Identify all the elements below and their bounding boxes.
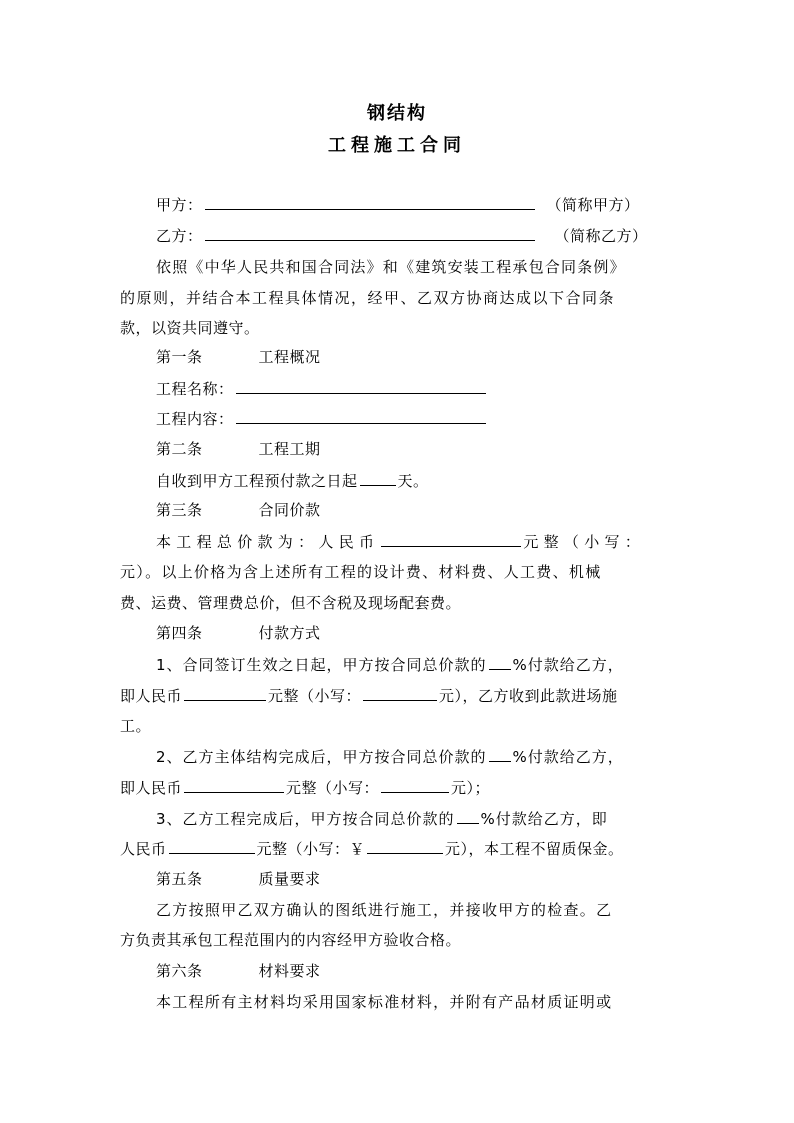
article-1-heading	[120, 347, 716, 367]
price-line2: 元）。以上价格为含上述所有工程的设计费、材料费、人工费、机械	[120, 563, 602, 581]
payment-3-amount-blank[interactable]	[169, 838, 255, 854]
article-1-title: 工程概况	[258, 348, 321, 366]
article-4-title: 付款方式	[258, 624, 321, 642]
payment-3-line1	[120, 808, 716, 829]
price-text-before: 本工程总价款为：人民币	[156, 533, 380, 551]
payment-1-text-b: %付款给乙方，	[512, 656, 624, 674]
project-content-label: 工程内容：	[156, 410, 234, 428]
title-line2: 工程施工合同	[328, 135, 466, 156]
project-name-line	[120, 378, 716, 399]
party-a-line	[120, 194, 716, 215]
price-amount-blank[interactable]	[381, 531, 521, 547]
payment-1-amount-blank[interactable]	[184, 685, 266, 701]
article-5-title: 质量要求	[258, 870, 321, 888]
payment-1-small-blank[interactable]	[363, 685, 437, 701]
quality-line1: 乙方按照甲乙双方确认的图纸进行施工，并接收甲方的检查。乙	[156, 901, 613, 919]
duration-text-before: 自收到甲方工程预付款之日起	[156, 472, 358, 490]
payment-3-small-blank[interactable]	[367, 838, 443, 854]
payment-1-line2	[120, 685, 680, 706]
payment-1-line3: 工。	[120, 717, 152, 735]
material-line1: 本工程所有主材料均采用国家标准材料，并附有产品材质证明或	[156, 993, 613, 1011]
payment-3-text-a: 3、乙方工程完成后，甲方按合同总价款的	[156, 810, 455, 828]
payment-1-text-c: 即人民币	[120, 687, 183, 705]
payment-3-text-c: 人民币	[120, 840, 167, 858]
article-5-number: 第五条	[156, 870, 203, 888]
duration-line	[120, 470, 716, 491]
payment-3-text-e: 元），本工程不留质保金。	[445, 840, 624, 858]
price-text-after: 元整（小写：	[523, 533, 646, 551]
payment-3-line2	[120, 838, 680, 859]
article-3-title: 合同价款	[258, 501, 321, 519]
party-b-line	[120, 225, 716, 246]
intro-line2: 的原则，并结合本工程具体情况，经甲、乙双方协商达成以下合同条	[120, 289, 616, 307]
price-line1	[120, 531, 716, 552]
payment-2-text-b: %付款给乙方，	[512, 748, 624, 766]
article-4-heading	[120, 623, 716, 643]
party-b-blank[interactable]	[205, 225, 535, 241]
article-2-heading	[120, 439, 716, 459]
title-line1: 钢结构	[367, 103, 427, 124]
article-4-number: 第四条	[156, 624, 203, 642]
payment-3-text-b: %付款给乙方，即	[480, 810, 608, 828]
payment-1-percent-blank[interactable]	[489, 654, 511, 670]
payment-2-text-c: 即人民币	[120, 779, 183, 797]
payment-2-text-e: 元）；	[451, 779, 491, 797]
party-b-label: 乙方：	[156, 227, 203, 245]
intro-line3: 款，以资共同遵守。	[120, 319, 260, 337]
payment-1-text-e: 元），乙方收到此款进场施	[439, 687, 618, 705]
party-a-blank[interactable]	[205, 194, 535, 210]
article-6-heading	[120, 961, 716, 981]
payment-3-percent-blank[interactable]	[457, 808, 479, 824]
payment-3-text-d: 元整（小写：￥	[256, 840, 366, 858]
party-b-suffix: （简称乙方）	[554, 227, 648, 245]
article-2-title: 工程工期	[258, 440, 321, 458]
payment-1-text-d: 元整（小写：	[268, 687, 362, 705]
party-a-suffix: （简称甲方）	[546, 196, 640, 214]
payment-2-amount-blank[interactable]	[184, 777, 284, 793]
article-3-heading	[120, 500, 716, 520]
article-3-number: 第三条	[156, 501, 203, 519]
article-5-heading	[120, 869, 716, 889]
payment-1-text-a: 1、合同签订生效之日起，甲方按合同总价款的	[156, 656, 487, 674]
duration-text-after: 天。	[397, 472, 429, 490]
article-6-number: 第六条	[156, 962, 203, 980]
payment-2-line2	[120, 777, 680, 798]
intro-line1: 依照《中华人民共和国合同法》和《建筑安装工程承包合同条例》	[156, 258, 626, 276]
article-6-title: 材料要求	[258, 962, 321, 980]
payment-2-text-a: 2、乙方主体结构完成后，甲方按合同总价款的	[156, 748, 487, 766]
payment-2-small-blank[interactable]	[381, 777, 449, 793]
party-a-label: 甲方：	[156, 196, 203, 214]
duration-days-blank[interactable]	[360, 470, 396, 486]
price-line3: 费、运费、管理费总价，但不含税及现场配套费。	[120, 594, 462, 612]
payment-2-line1	[120, 746, 716, 767]
project-name-blank[interactable]	[236, 378, 486, 394]
project-content-blank[interactable]	[236, 408, 486, 424]
project-name-label: 工程名称：	[156, 380, 234, 398]
article-1-number: 第一条	[156, 348, 203, 366]
quality-line2: 方负责其承包工程范围内的内容经甲方验收合格。	[120, 931, 462, 949]
payment-1-line1	[120, 654, 716, 675]
article-2-number: 第二条	[156, 440, 203, 458]
payment-2-text-d: 元整（小写：	[286, 779, 380, 797]
payment-2-percent-blank[interactable]	[489, 746, 511, 762]
project-content-line	[120, 408, 716, 429]
